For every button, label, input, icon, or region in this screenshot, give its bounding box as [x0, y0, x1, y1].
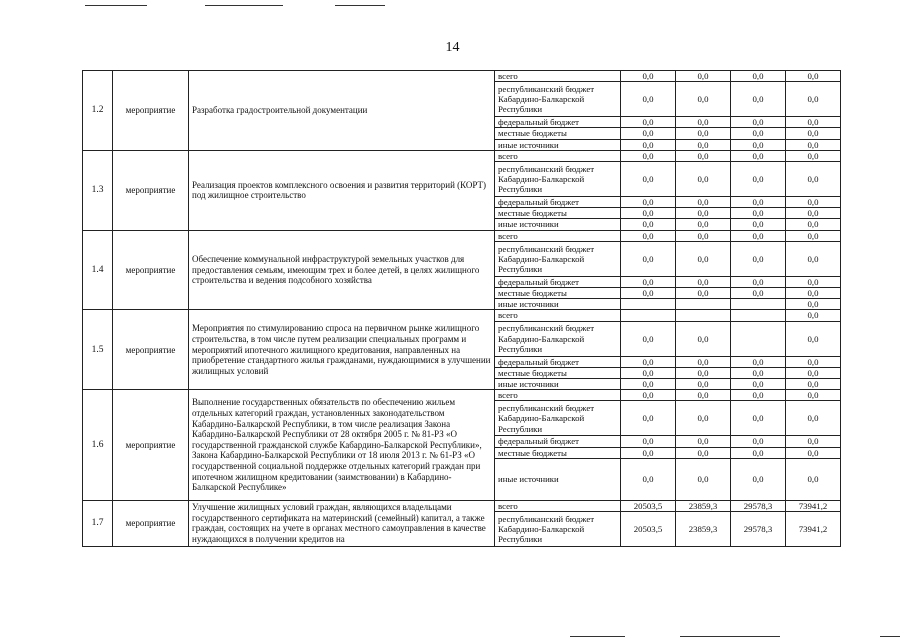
value-cell: 0,0 [676, 356, 731, 367]
value-cell: 0,0 [731, 401, 786, 436]
source-label: местные бюджеты [495, 447, 621, 458]
value-cell: 0,0 [731, 197, 786, 208]
value-cell: 0,0 [621, 128, 676, 139]
value-cell: 0,0 [621, 447, 676, 458]
value-cell: 0,0 [676, 139, 731, 150]
row-kind: мероприятие [113, 390, 189, 501]
value-cell: 0,0 [621, 197, 676, 208]
source-label: республиканский бюджет Кабардино-Балкарской Республики [495, 162, 621, 197]
value-cell: 0,0 [676, 447, 731, 458]
source-label: местные бюджеты [495, 208, 621, 219]
value-cell [676, 310, 731, 321]
value-cell [676, 299, 731, 310]
value-cell: 0,0 [786, 219, 841, 230]
value-cell: 0,0 [786, 321, 841, 356]
value-cell: 0,0 [621, 230, 676, 241]
source-label: иные источники [495, 139, 621, 150]
value-cell: 20503,5 [621, 512, 676, 547]
value-cell: 0,0 [621, 71, 676, 82]
row-code: 1.6 [83, 390, 113, 501]
value-cell: 29578,3 [731, 500, 786, 511]
value-cell: 0,0 [676, 436, 731, 447]
value-cell: 0,0 [676, 150, 731, 161]
value-cell: 0,0 [786, 241, 841, 276]
value-cell: 0,0 [731, 447, 786, 458]
value-cell: 0,0 [786, 162, 841, 197]
value-cell: 0,0 [731, 367, 786, 378]
source-label: федеральный бюджет [495, 276, 621, 287]
value-cell: 0,0 [786, 379, 841, 390]
value-cell: 0,0 [731, 288, 786, 299]
table-row [83, 310, 841, 321]
value-cell: 0,0 [786, 436, 841, 447]
value-cell: 0,0 [676, 367, 731, 378]
row-kind: мероприятие [113, 230, 189, 310]
value-cell [731, 310, 786, 321]
source-label: республиканский бюджет Кабардино-Балкарской Республики [495, 401, 621, 436]
table-row [83, 230, 841, 241]
row-name: Обеспечение коммунальной инфраструктурой земельных участков для предоставления семьям, имеющим трех и более детей, в целях жилищного строительства и ведения подсобного хозяйства [189, 230, 495, 310]
value-cell: 0,0 [676, 401, 731, 436]
row-name: Улучшение жилищных условий граждан, являющихся владельцами государственного сертификата на материнский (семейный) капитал, а также граждан, состоящих на учете в органах местного самоуправления в качестве нуждающихся в получении кредитов на [189, 500, 495, 546]
source-label: республиканский бюджет Кабардино-Балкарской Республики [495, 512, 621, 547]
table-row [83, 150, 841, 161]
value-cell: 0,0 [786, 310, 841, 321]
value-cell: 0,0 [621, 288, 676, 299]
value-cell: 0,0 [676, 219, 731, 230]
value-cell: 0,0 [676, 458, 731, 500]
value-cell: 0,0 [621, 150, 676, 161]
value-cell: 0,0 [731, 139, 786, 150]
value-cell: 0,0 [621, 139, 676, 150]
value-cell: 0,0 [621, 208, 676, 219]
row-name: Мероприятия по стимулированию спроса на первичном рынке жилищного строительства, в том числе путем реализации специальных программ и мероприятий ипотечного жилищного кредитования, направленных на приобретение стандартного жилья гражданами, нуждающимися в улучшении жилищных условий [189, 310, 495, 390]
value-cell [621, 299, 676, 310]
value-cell: 0,0 [621, 117, 676, 128]
table-body [83, 71, 841, 547]
value-cell: 0,0 [786, 139, 841, 150]
value-cell: 0,0 [621, 219, 676, 230]
value-cell: 0,0 [786, 401, 841, 436]
value-cell: 0,0 [731, 150, 786, 161]
value-cell: 0,0 [621, 276, 676, 287]
value-cell: 0,0 [621, 321, 676, 356]
row-kind: мероприятие [113, 71, 189, 151]
value-cell: 0,0 [786, 390, 841, 401]
value-cell: 0,0 [731, 276, 786, 287]
value-cell: 0,0 [786, 299, 841, 310]
value-cell: 0,0 [786, 208, 841, 219]
row-code: 1.7 [83, 500, 113, 546]
value-cell: 0,0 [731, 128, 786, 139]
top-rule-3 [335, 5, 385, 6]
source-label: всего [495, 390, 621, 401]
value-cell: 0,0 [676, 71, 731, 82]
value-cell: 0,0 [676, 276, 731, 287]
source-label: всего [495, 71, 621, 82]
row-name: Выполнение государственных обязательств по обеспечению жильем отдельных категорий граждан, установленных законодательством Кабардино-Балкарской Республики, в том числе реализация Закона Кабардино-Балкарской Республики от 28 октября 2005 г. № 81-РЗ «О государственной гражданской службе Кабардино-Балкарской Республики», Закона Кабардино-Балкарской Республики от 18 июля 2013 г. № 61-РЗ «О государственной социальной поддержке отдельных категорий граждан при ипотечном жилищном кредитовании (заимствовании) в Кабардино-Балкарской Республике» [189, 390, 495, 501]
source-label: местные бюджеты [495, 367, 621, 378]
value-cell: 0,0 [731, 82, 786, 117]
value-cell [731, 299, 786, 310]
value-cell: 0,0 [731, 390, 786, 401]
value-cell: 0,0 [786, 82, 841, 117]
row-code: 1.5 [83, 310, 113, 390]
value-cell: 23859,3 [676, 512, 731, 547]
value-cell [731, 321, 786, 356]
value-cell: 0,0 [676, 230, 731, 241]
source-label: федеральный бюджет [495, 436, 621, 447]
top-rule-1 [85, 5, 147, 6]
row-code: 1.4 [83, 230, 113, 310]
row-code: 1.2 [83, 71, 113, 151]
source-label: федеральный бюджет [495, 117, 621, 128]
source-label: иные источники [495, 458, 621, 500]
value-cell: 0,0 [621, 379, 676, 390]
value-cell: 0,0 [621, 436, 676, 447]
source-label: иные источники [495, 219, 621, 230]
value-cell: 0,0 [786, 288, 841, 299]
row-kind: мероприятие [113, 500, 189, 546]
value-cell: 0,0 [676, 390, 731, 401]
table-row [83, 71, 841, 82]
value-cell: 0,0 [731, 117, 786, 128]
page-number: 14 [445, 40, 460, 55]
source-label: всего [495, 500, 621, 511]
value-cell: 0,0 [621, 82, 676, 117]
value-cell: 0,0 [676, 82, 731, 117]
table-row [83, 500, 841, 511]
row-kind: мероприятие [113, 310, 189, 390]
source-label: иные источники [495, 379, 621, 390]
value-cell: 0,0 [731, 436, 786, 447]
value-cell: 0,0 [621, 356, 676, 367]
source-label: местные бюджеты [495, 128, 621, 139]
value-cell: 0,0 [731, 208, 786, 219]
value-cell: 0,0 [621, 390, 676, 401]
value-cell: 0,0 [731, 71, 786, 82]
value-cell: 0,0 [676, 162, 731, 197]
value-cell: 0,0 [621, 458, 676, 500]
value-cell: 0,0 [731, 356, 786, 367]
value-cell: 29578,3 [731, 512, 786, 547]
value-cell: 0,0 [786, 117, 841, 128]
row-name: Разработка градостроительной документации [189, 71, 495, 151]
value-cell: 0,0 [676, 208, 731, 219]
value-cell: 0,0 [731, 162, 786, 197]
row-name: Реализация проектов комплексного освоения и развития территорий (КОРТ) под жилищное строительство [189, 150, 495, 230]
source-label: всего [495, 310, 621, 321]
value-cell: 0,0 [786, 458, 841, 500]
value-cell: 0,0 [731, 219, 786, 230]
source-label: республиканский бюджет Кабардино-Балкарской Республики [495, 82, 621, 117]
value-cell: 73941,2 [786, 500, 841, 511]
bottom-rule-1 [570, 636, 625, 637]
source-label: республиканский бюджет Кабардино-Балкарской Республики [495, 321, 621, 356]
bottom-rule-2 [680, 636, 780, 637]
value-cell: 0,0 [786, 356, 841, 367]
value-cell: 0,0 [731, 241, 786, 276]
value-cell: 0,0 [731, 230, 786, 241]
value-cell: 23859,3 [676, 500, 731, 511]
value-cell: 0,0 [731, 379, 786, 390]
funding-table [82, 70, 841, 547]
value-cell: 0,0 [621, 401, 676, 436]
source-label: республиканский бюджет Кабардино-Балкарской Республики [495, 241, 621, 276]
value-cell: 73941,2 [786, 512, 841, 547]
value-cell: 0,0 [676, 321, 731, 356]
value-cell: 0,0 [731, 458, 786, 500]
value-cell: 0,0 [621, 367, 676, 378]
source-label: федеральный бюджет [495, 197, 621, 208]
value-cell: 0,0 [676, 288, 731, 299]
row-code: 1.3 [83, 150, 113, 230]
top-rule-2 [205, 5, 283, 6]
source-label: федеральный бюджет [495, 356, 621, 367]
value-cell: 0,0 [676, 197, 731, 208]
value-cell: 0,0 [676, 241, 731, 276]
value-cell: 0,0 [786, 197, 841, 208]
row-kind: мероприятие [113, 150, 189, 230]
value-cell: 0,0 [786, 230, 841, 241]
source-label: местные бюджеты [495, 288, 621, 299]
value-cell: 0,0 [676, 379, 731, 390]
value-cell: 20503,5 [621, 500, 676, 511]
value-cell: 0,0 [621, 162, 676, 197]
value-cell [621, 310, 676, 321]
value-cell: 0,0 [786, 447, 841, 458]
source-label: всего [495, 150, 621, 161]
value-cell: 0,0 [676, 128, 731, 139]
table-row [83, 390, 841, 401]
source-label: иные источники [495, 299, 621, 310]
value-cell: 0,0 [786, 276, 841, 287]
value-cell: 0,0 [676, 117, 731, 128]
value-cell: 0,0 [786, 150, 841, 161]
bottom-rule-3 [880, 636, 900, 637]
value-cell: 0,0 [786, 71, 841, 82]
value-cell: 0,0 [786, 128, 841, 139]
source-label: всего [495, 230, 621, 241]
value-cell: 0,0 [786, 367, 841, 378]
value-cell: 0,0 [621, 241, 676, 276]
